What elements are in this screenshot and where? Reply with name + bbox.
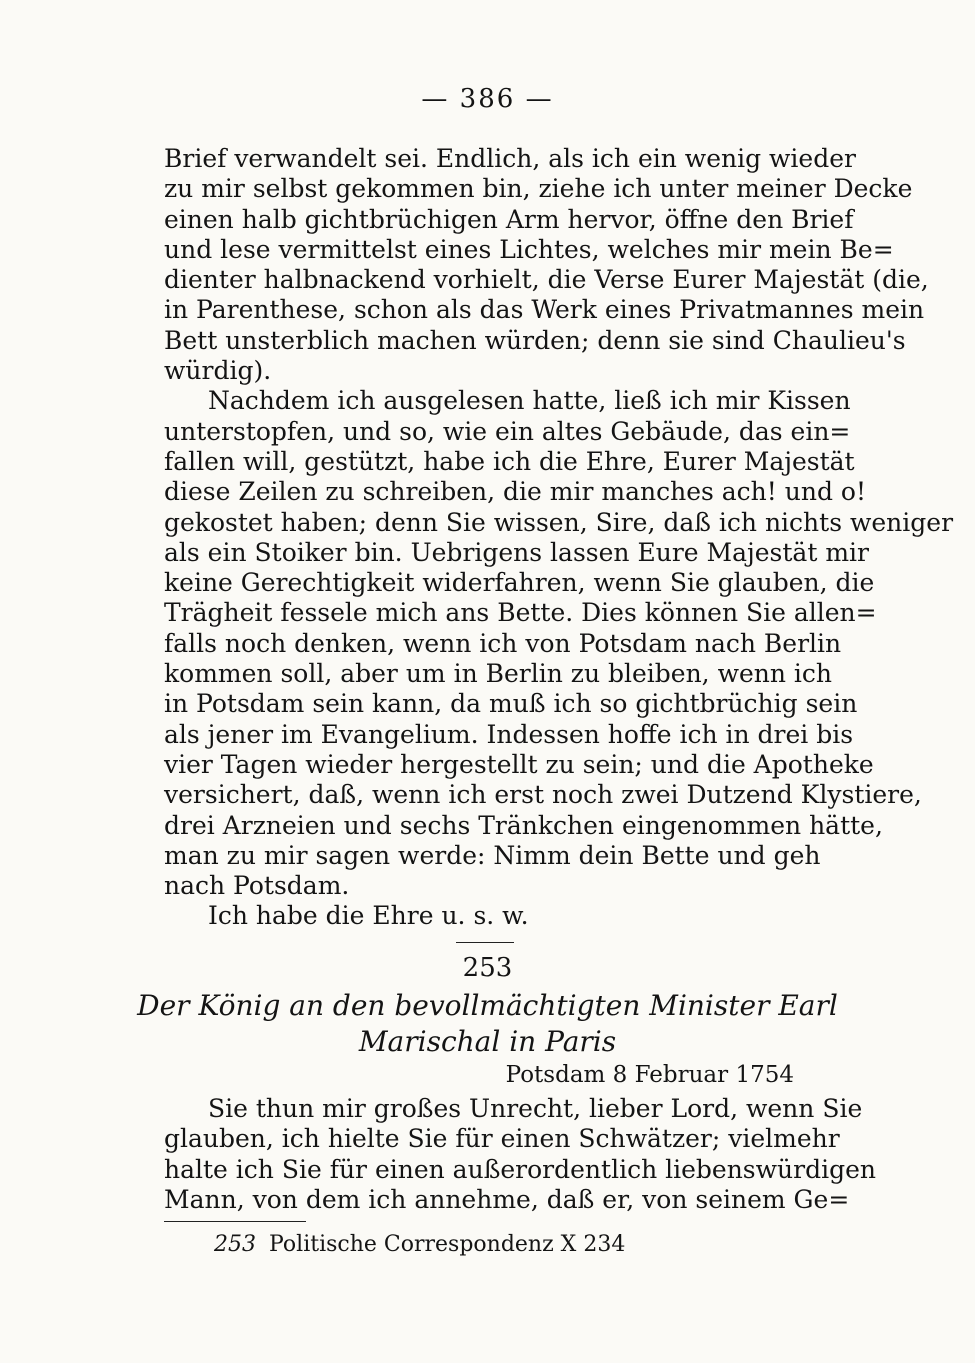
text-line: keine Gerechtigkeit widerfahren, wenn Sie glauben, die [164, 568, 875, 598]
text-line: drei Arzneien und sechs Tränkchen eingenommen hätte, [164, 810, 883, 840]
text-line: nach Potsdam. [164, 871, 350, 901]
text-line: falls noch denken, wenn ich von Potsdam nach Berlin [164, 628, 842, 658]
footnote-text: Politische Correspondenz X 234 [269, 1232, 626, 1257]
letter-253-text [164, 1094, 876, 1215]
text-line: Trägheit fessele mich ans Bette. Dies können Sie allen= [164, 598, 877, 628]
text-line: würdig). [164, 356, 272, 386]
text-line: halte ich Sie für einen außerordentlich liebenswürdigen [164, 1154, 876, 1184]
page-number: — 386 — [421, 84, 554, 114]
footnote-number: 253 [214, 1232, 256, 1257]
text-line: man zu mir sagen werde: Nimm dein Bette und geh [164, 840, 821, 870]
text-line: glauben, ich hielte Sie für einen Schwätzer; vielmehr [164, 1124, 840, 1154]
text-line: Bett unsterblich machen würden; denn sie sind Chaulieu's [164, 325, 906, 355]
text-line: diese Zeilen zu schreiben, die mir manches ach! und o! [164, 477, 867, 507]
dateline: Potsdam 8 Februar 1754 [505, 1062, 794, 1088]
letter-number: 253 [462, 953, 513, 983]
text-line: Nachdem ich ausgelesen hatte, ließ ich mir Kissen [208, 386, 851, 416]
text-line: vier Tagen wieder hergestellt zu sein; und die Apotheke [164, 749, 874, 779]
text-line: zu mir selbst gekommen bin, ziehe ich unter meiner Decke [164, 174, 913, 204]
text-line: Brief verwandelt sei. Endlich, als ich ein wenig wieder [164, 144, 856, 173]
footnote [214, 1232, 625, 1257]
text-line: gekostet haben; denn Sie wissen, Sire, daß ich nichts weniger [164, 507, 954, 537]
letter-end-text [164, 144, 954, 932]
section-divider [456, 942, 514, 943]
letter-heading-line-2: Marischal in Paris [358, 1025, 617, 1058]
text-line: und lese vermittelst eines Lichtes, welches mir mein Be= [164, 234, 894, 264]
footnote-rule [164, 1221, 306, 1222]
text-line: kommen soll, aber um in Berlin zu bleiben, wenn ich [164, 659, 833, 689]
text-line: einen halb gichtbrüchigen Arm hervor, öffne den Brief [164, 204, 854, 234]
text-line: Sie thun mir großes Unrecht, lieber Lord, wenn Sie [208, 1094, 863, 1123]
closing-line: Ich habe die Ehre u. s. w. [208, 901, 529, 931]
text-line: versichert, daß, wenn ich erst noch zwei Dutzend Klystiere, [164, 780, 922, 810]
text-line: in Potsdam sein kann, da muß ich so gichtbrüchig sein [164, 689, 858, 719]
text-line: unterstopfen, und so, wie ein altes Gebäude, das ein= [164, 416, 851, 446]
letter-heading-line-1: Der König an den bevollmächtigten Minister Earl [137, 989, 838, 1022]
text-line: dienter halbnackend vorhielt, die Verse Eurer Majestät (die, [164, 265, 929, 295]
text-line: Mann, von dem ich annehme, daß er, von seinem Ge= [164, 1184, 850, 1214]
text-line: als jener im Evangelium. Indessen hoffe ich in drei bis [164, 719, 854, 749]
text-line: in Parenthese, schon als das Werk eines Privatmannes mein [164, 295, 925, 325]
text-line: als ein Stoiker bin. Uebrigens lassen Eure Majestät mir [164, 537, 869, 567]
text-line: fallen will, gestützt, habe ich die Ehre, Eurer Majestät [164, 446, 855, 476]
